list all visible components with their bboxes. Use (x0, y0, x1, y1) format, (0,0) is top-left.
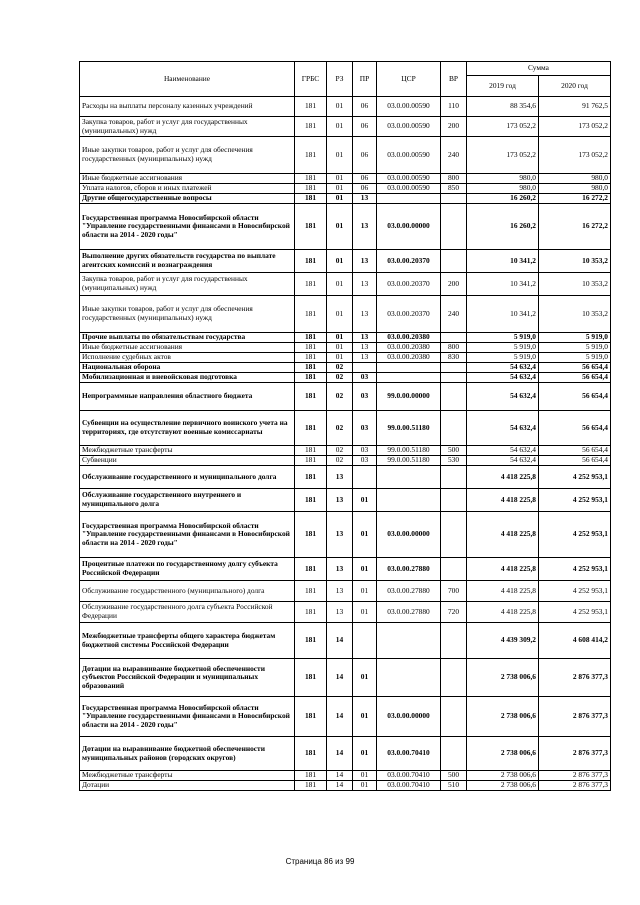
row-rz: 01 (327, 204, 353, 250)
row-grbs: 181 (295, 174, 327, 184)
row-vr (441, 558, 467, 581)
table-row (80, 273, 611, 296)
row-sum-2020: 2 876 377,3 (539, 781, 611, 791)
row-sum-2019: 980,0 (467, 184, 539, 194)
row-pr: 13 (353, 333, 377, 343)
row-rz: 13 (327, 602, 353, 623)
row-name: Закупка товаров, работ и услуг для государственных (муниципальных) нужд (80, 273, 295, 296)
row-sum-2019: 5 919,0 (467, 353, 539, 363)
row-grbs: 181 (295, 184, 327, 194)
row-pr: 13 (353, 204, 377, 250)
row-grbs: 181 (295, 697, 327, 737)
row-rz: 13 (327, 512, 353, 558)
row-grbs: 181 (295, 581, 327, 602)
row-sum-2020: 2 876 377,3 (539, 771, 611, 781)
row-sum-2019: 88 354,6 (467, 97, 539, 117)
row-vr (441, 737, 467, 771)
row-rz: 01 (327, 353, 353, 363)
row-sum-2020: 980,0 (539, 184, 611, 194)
row-vr: 800 (441, 343, 467, 353)
row-pr (353, 623, 377, 659)
row-pr: 03 (353, 373, 377, 383)
table-row (80, 204, 611, 250)
table-row (80, 456, 611, 466)
row-rz: 02 (327, 446, 353, 456)
row-pr (353, 466, 377, 489)
row-name: Процентные платежи по государственному долгу субъекта Российской Федерации (80, 558, 295, 581)
row-sum-2020: 56 654,4 (539, 373, 611, 383)
table-row (80, 250, 611, 273)
table-row (80, 333, 611, 343)
row-sum-2019: 4 418 225,8 (467, 489, 539, 512)
row-csr (377, 373, 441, 383)
row-rz: 14 (327, 623, 353, 659)
row-pr: 01 (353, 737, 377, 771)
header-sum: Сумма (467, 62, 611, 76)
table-row (80, 184, 611, 194)
table-row (80, 446, 611, 456)
row-sum-2019: 54 632,4 (467, 383, 539, 411)
row-rz: 13 (327, 489, 353, 512)
row-sum-2019: 2 738 006,6 (467, 697, 539, 737)
row-vr (441, 512, 467, 558)
row-grbs: 181 (295, 296, 327, 333)
row-name: Государственная программа Новосибирской области "Управление государственными финансами в Новосибирской области на 2014 - 2020 годы" (80, 204, 295, 250)
row-sum-2019: 2 738 006,6 (467, 737, 539, 771)
row-grbs: 181 (295, 446, 327, 456)
row-sum-2020: 10 353,2 (539, 273, 611, 296)
row-pr: 13 (353, 250, 377, 273)
row-name: Мобилизационная и вневойсковая подготовка (80, 373, 295, 383)
table-row (80, 781, 611, 791)
row-rz: 02 (327, 363, 353, 373)
row-vr: 850 (441, 184, 467, 194)
row-rz: 02 (327, 456, 353, 466)
table-row (80, 411, 611, 446)
row-sum-2020: 56 654,4 (539, 456, 611, 466)
row-pr: 06 (353, 117, 377, 137)
table-row (80, 512, 611, 558)
row-sum-2019: 4 418 225,8 (467, 558, 539, 581)
page-footer: Страница 86 из 99 (285, 857, 355, 866)
row-sum-2020: 10 353,2 (539, 250, 611, 273)
row-sum-2020: 56 654,4 (539, 383, 611, 411)
row-name: Субвенции (80, 456, 295, 466)
row-name: Закупка товаров, работ и услуг для государственных (муниципальных) нужд (80, 117, 295, 137)
row-name: Дотации (80, 781, 295, 791)
row-rz: 02 (327, 383, 353, 411)
row-rz: 01 (327, 194, 353, 204)
row-name: Межбюджетные трансферты (80, 446, 295, 456)
row-rz: 14 (327, 659, 353, 697)
row-grbs: 181 (295, 273, 327, 296)
row-sum-2020: 4 252 953,1 (539, 466, 611, 489)
row-grbs: 181 (295, 466, 327, 489)
row-csr (377, 623, 441, 659)
row-sum-2020: 2 876 377,3 (539, 737, 611, 771)
row-pr: 06 (353, 174, 377, 184)
row-sum-2020: 4 252 953,1 (539, 558, 611, 581)
row-grbs: 181 (295, 623, 327, 659)
row-grbs: 181 (295, 373, 327, 383)
table-row (80, 771, 611, 781)
row-vr: 830 (441, 353, 467, 363)
row-name: Иные закупки товаров, работ и услуг для обеспечения государственных (муниципальных) нужд (80, 137, 295, 174)
row-vr (441, 411, 467, 446)
row-rz: 01 (327, 174, 353, 184)
table-row (80, 194, 611, 204)
row-name: Государственная программа Новосибирской области "Управление государственными финансами в Новосибирской области на 2014 - 2020 годы" (80, 697, 295, 737)
row-grbs: 181 (295, 771, 327, 781)
header-vr: ВР (441, 62, 467, 97)
row-csr: 99.0.00.51180 (377, 411, 441, 446)
row-csr (377, 659, 441, 697)
row-csr: 03.0.00.70410 (377, 771, 441, 781)
row-sum-2019: 173 052,2 (467, 117, 539, 137)
row-pr: 13 (353, 296, 377, 333)
row-name: Национальная оборона (80, 363, 295, 373)
header-grbs: ГРБС (295, 62, 327, 97)
row-grbs: 181 (295, 204, 327, 250)
row-vr (441, 250, 467, 273)
table-row (80, 489, 611, 512)
table-row (80, 383, 611, 411)
row-csr: 03.0.00.20370 (377, 273, 441, 296)
row-vr: 200 (441, 273, 467, 296)
row-csr (377, 489, 441, 512)
row-sum-2020: 2 876 377,3 (539, 697, 611, 737)
row-csr: 03.0.00.20380 (377, 333, 441, 343)
table-row (80, 174, 611, 184)
header-year-2020: 2020 год (539, 76, 611, 97)
row-rz: 02 (327, 373, 353, 383)
row-csr (377, 466, 441, 489)
table-row (80, 363, 611, 373)
header-rz: РЗ (327, 62, 353, 97)
row-csr: 03.0.00.00590 (377, 117, 441, 137)
row-sum-2020: 4 608 414,2 (539, 623, 611, 659)
table-row (80, 602, 611, 623)
row-rz: 01 (327, 184, 353, 194)
row-name: Обслуживание государственного и муниципального долга (80, 466, 295, 489)
row-rz: 01 (327, 137, 353, 174)
row-sum-2019: 4 439 309,2 (467, 623, 539, 659)
row-vr: 700 (441, 581, 467, 602)
row-rz: 14 (327, 737, 353, 771)
row-csr: 03.0.00.00590 (377, 184, 441, 194)
row-sum-2019: 54 632,4 (467, 373, 539, 383)
row-vr (441, 204, 467, 250)
row-sum-2020: 4 252 953,1 (539, 602, 611, 623)
row-sum-2019: 54 632,4 (467, 363, 539, 373)
row-vr (441, 697, 467, 737)
table-row (80, 353, 611, 363)
row-csr: 99.0.00.00000 (377, 383, 441, 411)
row-rz: 13 (327, 558, 353, 581)
row-name: Дотации на выравнивание бюджетной обеспеченности муниципальных районов (городских округов) (80, 737, 295, 771)
row-sum-2020: 56 654,4 (539, 363, 611, 373)
row-sum-2020: 5 919,0 (539, 343, 611, 353)
row-grbs: 181 (295, 781, 327, 791)
row-rz: 13 (327, 581, 353, 602)
row-sum-2020: 4 252 953,1 (539, 581, 611, 602)
row-csr: 03.0.00.00000 (377, 697, 441, 737)
row-name: Иные бюджетные ассигнования (80, 343, 295, 353)
row-vr (441, 489, 467, 512)
row-sum-2019: 10 341,2 (467, 250, 539, 273)
row-pr: 01 (353, 489, 377, 512)
row-vr: 720 (441, 602, 467, 623)
row-csr: 03.0.00.20370 (377, 250, 441, 273)
row-sum-2020: 56 654,4 (539, 411, 611, 446)
row-grbs: 181 (295, 97, 327, 117)
row-grbs: 181 (295, 137, 327, 174)
row-sum-2019: 16 260,2 (467, 194, 539, 204)
row-name: Прочие выплаты по обязательствам государства (80, 333, 295, 343)
row-sum-2019: 980,0 (467, 174, 539, 184)
row-sum-2020: 5 919,0 (539, 333, 611, 343)
row-pr: 13 (353, 194, 377, 204)
header-pr: ПР (353, 62, 377, 97)
row-sum-2019: 54 632,4 (467, 446, 539, 456)
row-vr (441, 383, 467, 411)
row-name: Иные закупки товаров, работ и услуг для обеспечения государственных (муниципальных) нужд (80, 296, 295, 333)
row-csr: 03.0.00.20370 (377, 296, 441, 333)
row-grbs: 181 (295, 363, 327, 373)
row-name: Исполнение судебных актов (80, 353, 295, 363)
table-row (80, 581, 611, 602)
row-rz: 01 (327, 250, 353, 273)
row-grbs: 181 (295, 411, 327, 446)
row-name: Другие общегосударственные вопросы (80, 194, 295, 204)
row-pr: 01 (353, 659, 377, 697)
row-vr: 500 (441, 771, 467, 781)
row-rz: 14 (327, 781, 353, 791)
row-sum-2019: 10 341,2 (467, 296, 539, 333)
row-sum-2019: 2 738 006,6 (467, 781, 539, 791)
row-rz: 01 (327, 273, 353, 296)
table-row (80, 117, 611, 137)
row-name: Дотации на выравнивание бюджетной обеспеченности субъектов Российской Федерации и муниципальных образований (80, 659, 295, 697)
row-vr (441, 363, 467, 373)
row-grbs: 181 (295, 194, 327, 204)
header-name: Наименование (80, 62, 295, 97)
row-csr: 03.0.00.20380 (377, 353, 441, 363)
row-rz: 01 (327, 343, 353, 353)
row-sum-2019: 2 738 006,6 (467, 771, 539, 781)
row-sum-2019: 10 341,2 (467, 273, 539, 296)
row-csr: 03.0.00.00000 (377, 512, 441, 558)
header-csr: ЦСР (377, 62, 441, 97)
header-year-2019: 2019 год (467, 76, 539, 97)
table-body (80, 97, 611, 791)
row-name: Непрограммные направления областного бюджета (80, 383, 295, 411)
table-row (80, 697, 611, 737)
row-name: Субвенции на осуществление первичного воинского учета на территориях, где отсутствуют военные комиссариаты (80, 411, 295, 446)
table-row (80, 466, 611, 489)
row-name: Обслуживание государственного внутреннего и муниципального долга (80, 489, 295, 512)
row-csr: 03.0.00.27880 (377, 602, 441, 623)
row-name: Расходы на выплаты персоналу казенных учреждений (80, 97, 295, 117)
row-vr (441, 333, 467, 343)
row-grbs: 181 (295, 512, 327, 558)
row-rz: 14 (327, 771, 353, 781)
table-row (80, 137, 611, 174)
row-rz: 01 (327, 333, 353, 343)
row-grbs: 181 (295, 558, 327, 581)
row-grbs: 181 (295, 117, 327, 137)
table-row (80, 623, 611, 659)
row-grbs: 181 (295, 353, 327, 363)
table-row (80, 737, 611, 771)
row-vr: 530 (441, 456, 467, 466)
row-grbs: 181 (295, 737, 327, 771)
row-pr: 06 (353, 184, 377, 194)
row-vr: 110 (441, 97, 467, 117)
row-pr: 06 (353, 137, 377, 174)
row-sum-2019: 4 418 225,8 (467, 602, 539, 623)
row-vr: 800 (441, 174, 467, 184)
row-pr: 01 (353, 512, 377, 558)
row-vr (441, 623, 467, 659)
row-sum-2019: 4 418 225,8 (467, 466, 539, 489)
row-rz: 01 (327, 97, 353, 117)
row-grbs: 181 (295, 602, 327, 623)
row-name: Государственная программа Новосибирской области "Управление государственными финансами в Новосибирской области на 2014 - 2020 годы" (80, 512, 295, 558)
row-rz: 02 (327, 411, 353, 446)
row-pr: 01 (353, 558, 377, 581)
row-pr: 01 (353, 771, 377, 781)
row-pr: 13 (353, 353, 377, 363)
row-name: Обслуживание государственного (муниципального) долга (80, 581, 295, 602)
row-sum-2020: 173 052,2 (539, 137, 611, 174)
row-vr (441, 466, 467, 489)
row-name: Уплата налогов, сборов и иных платежей (80, 184, 295, 194)
row-sum-2020: 16 272,2 (539, 204, 611, 250)
row-name: Обслуживание государственного долга субъекта Российской Федерации (80, 602, 295, 623)
row-csr: 03.0.00.70410 (377, 781, 441, 791)
row-sum-2020: 980,0 (539, 174, 611, 184)
row-pr: 13 (353, 343, 377, 353)
row-vr (441, 659, 467, 697)
row-sum-2019: 54 632,4 (467, 456, 539, 466)
row-pr: 03 (353, 456, 377, 466)
table-row (80, 97, 611, 117)
row-grbs: 181 (295, 383, 327, 411)
row-grbs: 181 (295, 250, 327, 273)
table-row (80, 558, 611, 581)
row-sum-2020: 173 052,2 (539, 117, 611, 137)
row-pr: 03 (353, 446, 377, 456)
row-pr: 01 (353, 581, 377, 602)
budget-table-container (79, 61, 610, 791)
row-vr (441, 194, 467, 204)
row-csr: 03.0.00.27880 (377, 581, 441, 602)
budget-table (79, 61, 611, 791)
row-pr: 01 (353, 602, 377, 623)
row-grbs: 181 (295, 343, 327, 353)
row-sum-2020: 10 353,2 (539, 296, 611, 333)
table-row (80, 343, 611, 353)
row-csr: 03.0.00.00590 (377, 137, 441, 174)
row-vr: 510 (441, 781, 467, 791)
row-rz: 01 (327, 296, 353, 333)
row-rz: 01 (327, 117, 353, 137)
row-sum-2020: 16 272,2 (539, 194, 611, 204)
row-vr: 200 (441, 117, 467, 137)
row-name: Межбюджетные трансферты общего характера бюджетам бюджетной системы Российской Федерации (80, 623, 295, 659)
row-pr: 03 (353, 383, 377, 411)
row-rz: 13 (327, 466, 353, 489)
row-csr: 03.0.00.27880 (377, 558, 441, 581)
row-sum-2020: 56 654,4 (539, 446, 611, 456)
row-grbs: 181 (295, 456, 327, 466)
row-pr: 13 (353, 273, 377, 296)
table-row (80, 659, 611, 697)
row-csr: 03.0.00.20380 (377, 343, 441, 353)
row-csr: 99.0.00.51180 (377, 446, 441, 456)
row-sum-2020: 5 919,0 (539, 353, 611, 363)
row-sum-2019: 2 738 006,6 (467, 659, 539, 697)
row-csr: 03.0.00.70410 (377, 737, 441, 771)
row-pr: 01 (353, 697, 377, 737)
row-grbs: 181 (295, 659, 327, 697)
row-sum-2019: 5 919,0 (467, 343, 539, 353)
row-csr: 03.0.00.00590 (377, 174, 441, 184)
row-vr (441, 373, 467, 383)
row-csr: 99.0.00.51180 (377, 456, 441, 466)
row-sum-2019: 4 418 225,8 (467, 581, 539, 602)
row-name: Межбюджетные трансферты (80, 771, 295, 781)
row-sum-2020: 4 252 953,1 (539, 489, 611, 512)
row-grbs: 181 (295, 333, 327, 343)
row-pr: 01 (353, 781, 377, 791)
row-sum-2020: 4 252 953,1 (539, 512, 611, 558)
table-row (80, 373, 611, 383)
row-csr: 03.0.00.00000 (377, 204, 441, 250)
row-sum-2020: 2 876 377,3 (539, 659, 611, 697)
row-sum-2019: 173 052,2 (467, 137, 539, 174)
row-vr: 500 (441, 446, 467, 456)
row-pr: 06 (353, 97, 377, 117)
row-vr: 240 (441, 296, 467, 333)
row-sum-2020: 91 762,5 (539, 97, 611, 117)
row-grbs: 181 (295, 489, 327, 512)
row-rz: 14 (327, 697, 353, 737)
row-csr (377, 194, 441, 204)
row-name: Иные бюджетные ассигнования (80, 174, 295, 184)
row-csr: 03.0.00.00590 (377, 97, 441, 117)
row-name: Выполнение других обязательств государства по выплате агентских комиссий и вознаграждения (80, 250, 295, 273)
row-sum-2019: 4 418 225,8 (467, 512, 539, 558)
row-pr (353, 363, 377, 373)
row-sum-2019: 5 919,0 (467, 333, 539, 343)
row-sum-2019: 16 260,2 (467, 204, 539, 250)
table-row (80, 296, 611, 333)
row-vr: 240 (441, 137, 467, 174)
row-csr (377, 363, 441, 373)
row-pr: 03 (353, 411, 377, 446)
row-sum-2019: 54 632,4 (467, 411, 539, 446)
